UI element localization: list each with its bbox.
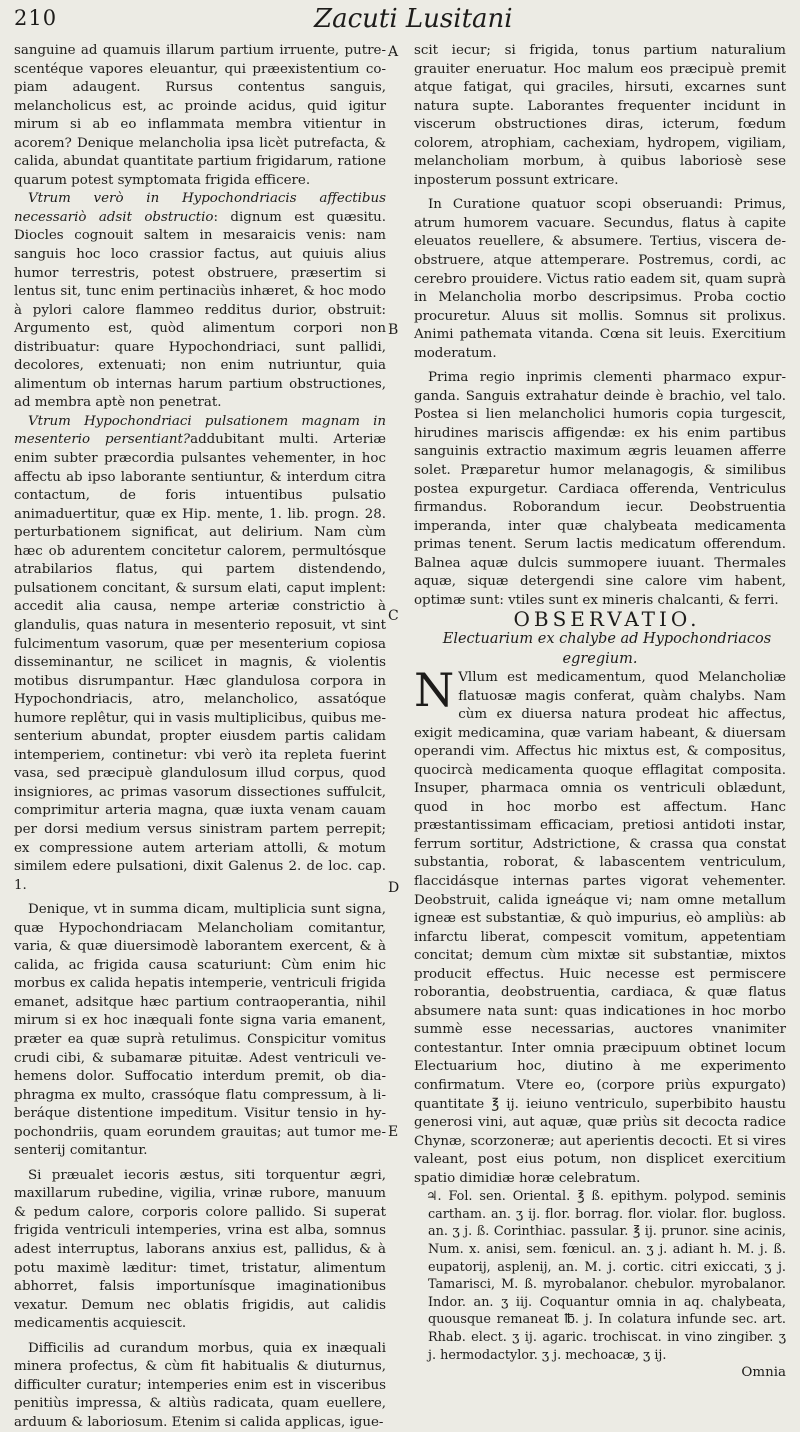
running-title: Zacuti Lusitani — [314, 4, 513, 34]
question-heading: Vtrum verò in Hypochondriacis affectibus necessariò adsit obstructio — [14, 191, 386, 225]
margin-letter-c: C — [388, 608, 399, 624]
observatio-heading: OBSERVATIO. — [513, 607, 701, 632]
recipe-text: ♃. Fol. sen. Oriental. ℥ ß. epithym. polypod. seminis cartham. an. ʒ ij. flor. borrag. flor. violar. flor. bugloss. an. ʒ j. ß. Corinthiac. passular. ℥ ij. prunor. sine acinis, Num. x. anisi, sem. fœnicul. an. ʒ j. adiant h. M. j. ß. eupatorij, asplenij, an. M. j. cortic. citri exiccati, ʒ j. Tamarisci, M. ß. myrobalanor. chebulor. myrobalanor. Indor. an. ʒ iij. Coquantur omnia in aq. chalybeata, quousque remaneat ℔. j. In colatura infunde sec. art. Rhab. elect. ʒ ij. agaric. trochiscat. in vino zingiber. ʒ j. hermodactylor. ʒ j. mechoacæ, ʒ ij. — [426, 1189, 786, 1363]
drop-cap: N — [414, 662, 455, 717]
page-header — [14, 4, 786, 38]
paragraph: scit iecur; si frigida, tonus partium naturalium grauiter eneruatur. Hoc malum eos præcipuè premit atque fatigat, qui graciles, hirsuti, excarnes sunt natura supte. Laborantes frequenter incidunt in viscerum obstructiones diras, icterum, fœdum colorem, atrophiam, cachexiam, hydropem, vigiliam, melancholiam morbum, à quibus laboriosè sese inposterum possunt extricare. — [414, 43, 786, 188]
paragraph-text: Vllum est medicamentum, quod Melancholiæ flatuosæ magis conferat, quàm chalybs. Nam cùm ex diuersa natura prodeat hic affectus, exigit medicamina, quæ variam habeant, & diuersam operandi vim. Affectus hic mixtus est, & compositus, quocircà medicamenta quoque efflagitat composita. Insuper, pharmaca omnia os ventriculi oblædunt, quod in hoc morbo est affectum. Hanc præstantissimam efficaciam, pretiosi antidoti instar, ferrum sortitur, Adstrictione, & crassa qua constat substantia, roborat, & labascentem ventriculum, flaccidásque internas partes vigorat vehementer. Deobstruit, calida igneáque vi; nam omne metallum igneæ est substantiæ, & quò impurius, eò ampliùs: ab infarctu liberat, compescit vomitum, appetentiam concitat; demum cùm mixtæ sit substantiæ, mixtos producit effectus. Huic necesse est permiscere roborantia, deobstruentia, cardiaca, & quæ flatus absumere nata sunt: quas indicationes in hoc morbo summè esse necessarias, auctores vnanimiter contestantur. Inter omnia præcipuum obtinet locum Electuarium hoc, diutino à me experimento confirmatum. Vtere eo, (corpore priùs expurgato) quantitate ℥ ij. ieiuno ventriculo, superbibito haustu generosi vini, aut aquæ, quæ priùs sit decocta radice Chynæ, scorzoneræ; aut aperientis decocti. Et si vires valeant, post eius potum, non displicet exercitium spatio dimidiæ horæ celebratum. — [414, 669, 786, 1186]
question-heading: Vtrum Hypochondriaci pulsationem magnam in mesenterio persentiant? — [14, 413, 386, 448]
margin-letter-b: B — [388, 322, 399, 338]
recipe-block — [414, 1188, 786, 1364]
paragraph: Denique, vt in summa dicam, multiplicia sunt signa, quæ Hypochondriacam Melancholiam comitantur, varia, & quæ diuersimodè laborantem exercent, & à calida, ac frigida causa scaturiunt: Cùm enim hic morbus ex calida hepatis intemperie, ventriculi frigida emanet, adsitque hæc partium contraoperantia, nihil mirum si ex hoc inæquali fonte signa varia emanent, præter ea quæ suprà retulimus. Conspicitur vomitus crudi cibi, & subamaræ pituitæ. Adest ventriculi vehemens dolor. Suffocatio interdum premit, ob diaphragma ex multo, crassóque flatu compressum, à liberáque distentione impeditum. Visitur tensio in hypochondriis, quam eorundem grauitas; aut tumor mesenterij comitantur. — [14, 902, 386, 1159]
observatio-subtitle: Electuarium ex chalybe ad Hypochondriacos egregium. — [442, 630, 772, 667]
paragraph: sanguine ad quamuis illarum partium irruente, putrescentéque vapores eleuantur, qui præexistentium copiam adaugent. Rursus contentus sanguis, melancholicus est, ac proinde acidus, quid igitur mirum si ab eo inflammata membra vitientur in acorem? Denique melancholia ipsa licèt putrefacta, & calida, abundat quantitate partium frigidarum, ratione quarum potest symptomata frigida efficere. — [14, 43, 386, 188]
catchword: Omnia — [741, 1365, 786, 1381]
paragraph — [14, 413, 386, 895]
margin-letter-a: A — [388, 44, 399, 60]
right-column — [414, 42, 786, 1383]
paragraph: In Curatione quatuor scopi obseruandi: Primus, atrum humorem vacuare. Secundus, flatus à capite eleuatos reuellere, & absumere. Tertius, viscera deobstruere, atque attemperare. Postremus, cordi, ac cerebro prouidere. Victus ratio eadem sit, quam suprà in Melancholia morbo descripsimus. Proba coctio procuretur. Aluus sit mollis. Somnus sit prolixus. Animi pathemata vitanda. Cœna sit leuis. Exercitium moderatum. — [414, 197, 786, 361]
paragraph: Prima regio inprimis clementi pharmaco expurganda. Sanguis extrahatur deinde è brachio, vel talo. Postea si lien melancholici humoris copia turgescit, hirudines mariscis affigendæ: ex his enim partibus sanguinis extractio maximum ægris leuamen afferre solet. Præparetur humor melanagogis, & similibus postea expurgetur. Cardiaca offerenda, Ventriculus firmandus. Roborandum iecur. Deobstruentia imperanda, inter quæ chalybeata medicamenta primas tenent. Serum lactis medicatum offerendum. Balnea aquæ dulcis summopere iuuant. Thermales aquæ, siquæ detergendi sine calore vim habent, optimæ sunt: vtiles sunt ex mineris chalcanti, & ferri. — [414, 370, 786, 608]
paragraph — [14, 190, 386, 413]
margin-letter-e: E — [388, 1124, 399, 1140]
paragraph — [414, 662, 786, 1188]
paragraph: Difficilis ad curandum morbus, quia ex inæquali minera profectus, & cùm fit habitualis & diuturnus, difficulter curatur; intemperies enim est in visceribus penitiùs impressa, & altiùs radicata, quam euellere, arduum & laboriosum. Etenim si calida applicas, igue- — [14, 1340, 386, 1430]
paragraph-text: addubitant multi. Arteriæ enim subter præcordia pulsantes vehementer, in hoc affectu ab ipso laborante sentiuntur, & interdum citra contactum, de foris intuentibus pulsatio animaduertitur, quæ ex Hip. mente, 1. lib. progn. 28. perturbationem significat, aut delirium. Nam cùm hæc ob adurentem concitetur calorem, permultósque atrabilarios flatus, qui partem distendendo, pulsationem concitant, & sursum elati, caput implent: accedit alia causa, nempe arteriæ constrictio à glandulis, quas natura in mesenterio reposuit, vt sint fulcimentum vasorum, quæ per mesenterium copiosa disseminantur, ne scilicet in magnis, & violentis motibus disrumpantur. Hæc glandulosa corpora in Hypochondriacis, atro, melancholico, assatóque humore replêtur, qui in vasis multiplicibus, quibus mesenterium abundat, propter eiusdem partis calidam intemperiem, continetur: vbi verò ita repleta fuerint vasa, sed præcipuè glandulosum illud corpus, quod insigniores, ac primas vasorum dissectiones suffulcit, comprimitur arteria magna, quæ iuxta venam cauam per dorsi medium versus sinistram partem perrepit; ex compressione autem arteriam attolli, & motum similem edere pulsationi, dixit Galenus 2. de loc. cap. 1. — [14, 432, 386, 893]
page-number: 210 — [14, 6, 58, 30]
paragraph-text: : dignum est quæsitu. Diocles cognouit saltem in mesaraicis venis: nam sanguis hoc loco crassior factus, aut quiuis alius humor terrestris, potest obstruere, præsertim si lentus sit, tunc enim pertinaciùs inhæret, & hoc modo à pylori calore flammeo redditus durior, obstruit: Argumento est, quòd alimentum corpori non distribuatur: quare Hypochondriaci, sunt pallidi, decolores, extenuati; non enim nutriuntur, quia alimentum ob internas harum partium obstructiones, ad membra aptè non penetrat. — [14, 209, 386, 411]
left-column — [14, 42, 386, 1432]
margin-letter-d: D — [388, 880, 400, 896]
paragraph: Si præualet iecoris æstus, siti torquentur ægri, maxillarum rubedine, vigilia, vrinæ rubore, manuum & pedum calore, corporis colore pallido. Si superat frigida ventriculi intemperies, vrina est alba, somnus adest interruptus, laborans anxius est, pallidus, & à potu maximè læditur: timet, tristatur, alimentum abhorret, falsis importunísque imaginationibus vexatur. Demum nec oblatis frigidis, aut calidis medicamentis acquiescit. — [14, 1167, 386, 1332]
